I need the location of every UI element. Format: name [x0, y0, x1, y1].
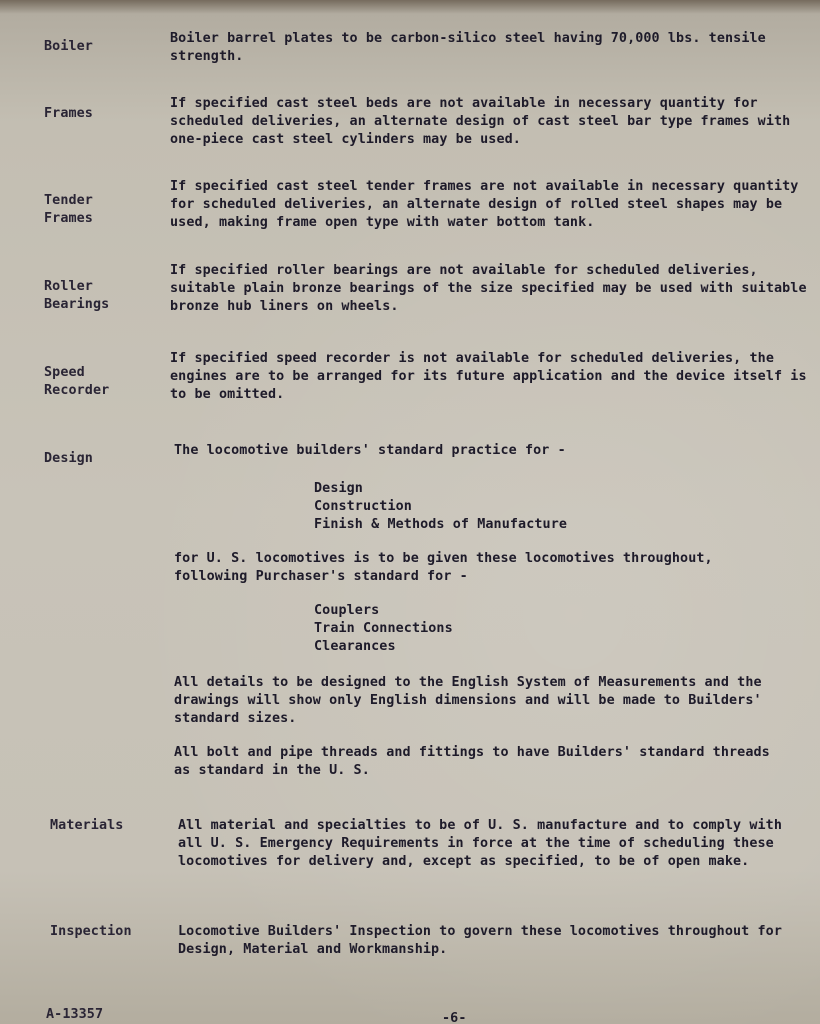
- list-item: Finish & Methods of Manufacture: [314, 517, 568, 532]
- page-number: -6-: [442, 1011, 467, 1024]
- paragraph-middle: for U. S. locomotives is to be given these locomotives throughout, following Purchaser's standard for -: [174, 551, 713, 584]
- section-text: [178, 923, 808, 959]
- paragraph: All details to be designed to the English System of Measurements and the drawings will show only English dimensions and will be made to Builders' standard sizes.: [174, 675, 762, 726]
- paragraph: All material and specialties to be of U. S. manufacture and to comply with all U. S. Emergency Requirements in force at the time of scheduling these locomotives for delivery and, except as specified, to be of open make.: [178, 818, 782, 869]
- list-item: Train Connections: [314, 621, 453, 636]
- design-list: [314, 480, 794, 534]
- section-label-line: Bearings: [44, 297, 110, 312]
- list-item: Design: [314, 481, 363, 496]
- section-text: [170, 262, 810, 316]
- section-text: [170, 95, 810, 149]
- section-label-line: Speed: [44, 365, 85, 380]
- section-label: [44, 105, 154, 123]
- section-label-line: Frames: [44, 211, 93, 226]
- paragraph: If specified cast steel beds are not available in necessary quantity for scheduled deliveries, an alternate design of cast steel bar type frames with one-piece cast steel cylinders may be used.: [170, 96, 791, 147]
- section-label: [44, 192, 154, 228]
- document-code: A-13357: [46, 1007, 104, 1022]
- list-item: Clearances: [314, 639, 396, 654]
- section-text: [170, 178, 810, 232]
- section-label: [50, 817, 160, 835]
- section-label: [44, 38, 154, 56]
- section-label-line: Tender: [44, 193, 93, 208]
- standard-list: [314, 602, 794, 656]
- section-label-line: Materials: [50, 818, 124, 833]
- section-text: [174, 442, 794, 780]
- section-label-line: Recorder: [44, 383, 110, 398]
- section-text: [170, 30, 810, 66]
- section-label: [44, 278, 154, 314]
- section-text: [178, 817, 803, 871]
- paragraph: If specified cast steel tender frames are not available in necessary quantity for scheduled deliveries, an alternate design of rolled steel shapes may be used, making frame open type with water bottom tank.: [170, 179, 799, 230]
- paragraph: If specified roller bearings are not available for scheduled deliveries, suitable plain bronze bearings of the size specified may be used with suitable bronze hub liners on wheels.: [170, 263, 807, 314]
- paragraph: All bolt and pipe threads and fittings to have Builders' standard threads as standard in the U. S.: [174, 745, 770, 778]
- paragraph: If specified speed recorder is not available for scheduled deliveries, the engines are to be arranged for its future application and the device itself is to be omitted.: [170, 351, 807, 402]
- paragraph: Boiler barrel plates to be carbon-silico steel having 70,000 lbs. tensile strength.: [170, 31, 766, 64]
- list-item: Couplers: [314, 603, 380, 618]
- section-label-line: Design: [44, 451, 93, 466]
- paragraph-intro: The locomotive builders' standard practice for -: [174, 443, 566, 458]
- section-label: [44, 364, 154, 400]
- list-item: Construction: [314, 499, 412, 514]
- section-text: [170, 350, 810, 404]
- section-label: [50, 923, 160, 941]
- section-label-line: Roller: [44, 279, 93, 294]
- paragraph: Locomotive Builders' Inspection to govern these locomotives throughout for Design, Material and Workmanship.: [178, 924, 782, 957]
- section-label: [44, 450, 154, 468]
- section-label-line: Frames: [44, 106, 93, 121]
- section-label-line: Inspection: [50, 924, 132, 939]
- section-label-line: Boiler: [44, 39, 93, 54]
- page-edge-shadow: [0, 0, 820, 14]
